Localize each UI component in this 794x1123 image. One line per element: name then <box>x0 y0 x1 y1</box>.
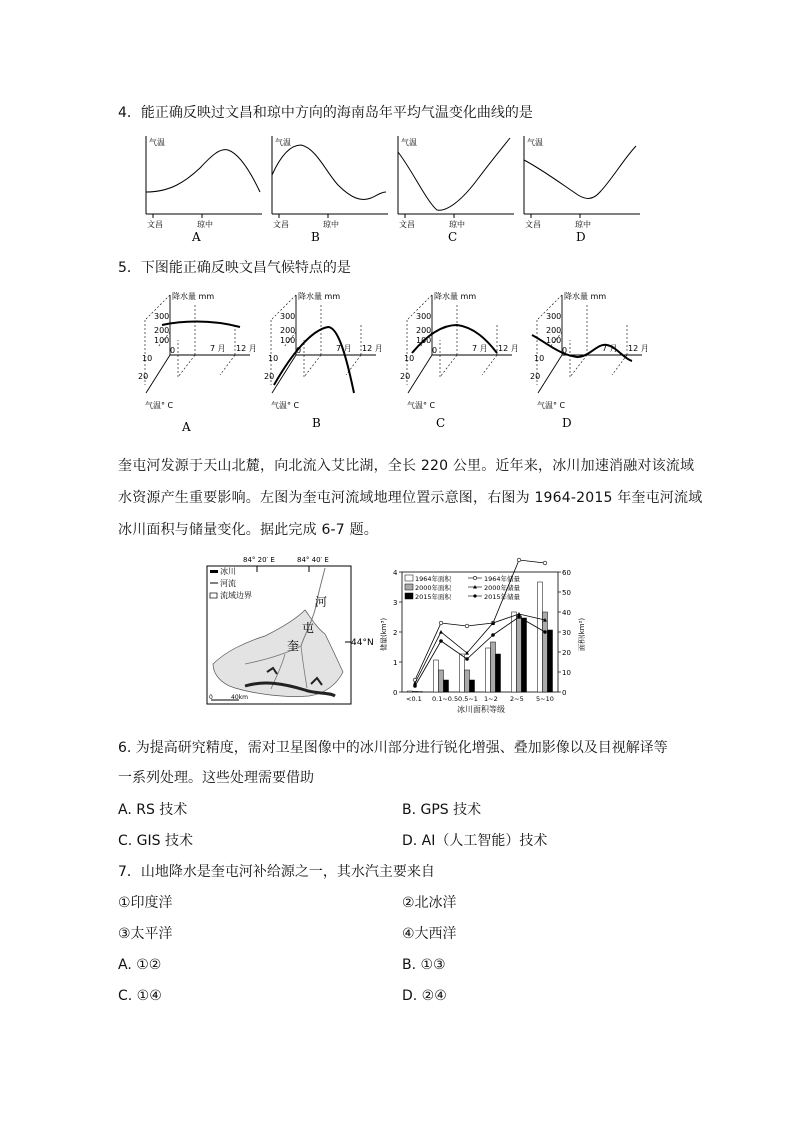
area-bar <box>444 680 449 692</box>
svg-text:10: 10 <box>268 354 279 363</box>
svg-text:300: 300 <box>416 312 432 321</box>
svg-text:气温: 气温 <box>401 138 417 147</box>
storage-point <box>439 621 443 625</box>
area-bar <box>548 630 553 692</box>
svg-text:200: 200 <box>280 326 296 335</box>
legend-label: 1964年面积 <box>415 575 452 583</box>
svg-text:降水量 mm: 降水量 mm <box>172 292 215 301</box>
x-tick-label: 0.5~1 <box>458 695 478 703</box>
svg-text:20: 20 <box>530 372 541 381</box>
q5-graph-a <box>138 291 257 434</box>
svg-text:文昌: 文昌 <box>273 220 289 229</box>
svg-text:100: 100 <box>416 336 432 345</box>
svg-text:0: 0 <box>562 346 568 355</box>
q6-option-a[interactable]: A. RS 技术 <box>118 802 188 818</box>
svg-text:气温° C: 气温° C <box>271 401 300 410</box>
q4-option-b: B <box>311 230 320 244</box>
area-bar <box>491 642 496 692</box>
svg-text:河流: 河流 <box>220 579 236 588</box>
svg-text:降水量 mm: 降水量 mm <box>434 292 477 301</box>
y2-tick-label: 50 <box>562 589 571 597</box>
legend-swatch <box>405 593 413 599</box>
legend-marker <box>473 576 476 579</box>
svg-text:20: 20 <box>264 372 275 381</box>
x-tick-label: 0.1~0.5 <box>432 695 459 703</box>
svg-text:200: 200 <box>154 326 170 335</box>
svg-text:200: 200 <box>416 326 432 335</box>
q4-graph-b <box>272 136 388 244</box>
svg-text:100: 100 <box>546 336 562 345</box>
legend-label: 2015年储量 <box>484 593 521 601</box>
q7-stem: 7．山地降水是奎屯河补给源之一，其水汽主要来自 <box>118 864 435 880</box>
legend-swatch <box>405 584 413 590</box>
svg-text:7 月: 7 月 <box>210 344 226 353</box>
storage-point <box>491 633 495 637</box>
q4-option-c: C <box>448 230 458 244</box>
q4-option-d: D <box>576 230 586 244</box>
storage-point <box>517 558 521 562</box>
passage-line-1: 奎屯河发源于天山北麓，向北流入艾比湖，全长 220 公里。近年来，冰川加速消融对该流域 <box>118 458 695 474</box>
area-bar <box>522 618 527 692</box>
svg-text:200: 200 <box>546 326 562 335</box>
svg-text:琼中: 琼中 <box>575 220 591 229</box>
svg-text:10: 10 <box>534 354 545 363</box>
svg-text:84° 40′ E: 84° 40′ E <box>297 556 329 564</box>
storage-point <box>543 561 547 565</box>
lat-label: 44°N <box>351 638 374 648</box>
svg-text:7 月: 7 月 <box>602 344 618 353</box>
svg-text:流域边界: 流域边界 <box>220 591 252 600</box>
svg-text:7 月: 7 月 <box>336 344 352 353</box>
y-tick-label: 1 <box>393 659 398 667</box>
x-axis-label: 冰川面积等级 <box>457 705 505 714</box>
x-tick-label: <0.1 <box>406 695 422 703</box>
svg-text:12 月: 12 月 <box>498 344 519 353</box>
legend-label: 1964年储量 <box>484 575 521 583</box>
q5-figure <box>140 285 660 435</box>
svg-text:20: 20 <box>400 372 411 381</box>
basin-map <box>205 554 375 706</box>
q4-a-ylabel: 气温 <box>149 138 165 147</box>
q4-figure <box>140 130 660 245</box>
q6-option-d[interactable]: D. AI（人工智能）技术 <box>402 833 548 849</box>
area-bar <box>496 654 501 692</box>
legend-label: 2000年储量 <box>484 584 521 592</box>
legend-label: 2015年面积 <box>415 593 452 601</box>
svg-text:40km: 40km <box>231 694 248 701</box>
glacier-chart <box>380 556 590 716</box>
q4-graph-c <box>398 136 514 244</box>
legend-label: 2000年面积 <box>415 584 452 592</box>
svg-text:文昌: 文昌 <box>147 220 163 229</box>
svg-text:100: 100 <box>154 336 170 345</box>
q5-option-d: D <box>562 416 572 430</box>
storage-point <box>465 624 469 628</box>
y2-tick-label: 0 <box>562 689 567 697</box>
svg-text:气温: 气温 <box>527 138 543 147</box>
svg-text:300: 300 <box>280 312 296 321</box>
y-tick-label: 2 <box>393 629 398 637</box>
q4-option-a: A <box>192 230 201 244</box>
svg-text:10: 10 <box>142 354 153 363</box>
svg-text:12 月: 12 月 <box>236 344 257 353</box>
svg-text:降水量 mm: 降水量 mm <box>298 292 341 301</box>
svg-text:10: 10 <box>404 354 415 363</box>
legend-marker <box>473 594 476 597</box>
area-bar <box>465 670 470 692</box>
q7-option-b[interactable]: B. ①③ <box>402 957 446 973</box>
svg-text:河: 河 <box>315 595 328 609</box>
svg-text:文昌: 文昌 <box>399 220 415 229</box>
area-bar <box>413 691 418 692</box>
svg-text:气温° C: 气温° C <box>407 401 436 410</box>
y-tick-label: 4 <box>393 569 398 577</box>
area-bar <box>470 680 475 692</box>
svg-text:0: 0 <box>170 346 176 355</box>
y2-axis-label: 面积(km²) <box>578 617 586 651</box>
q4-stem: 4．能正确反映过文昌和琼中方向的海南岛年平均气温变化曲线的是 <box>118 105 533 121</box>
q5-stem: 5．下图能正确反映文昌气候特点的是 <box>118 260 351 276</box>
y2-tick-label: 60 <box>562 569 571 577</box>
q4-graph-d <box>524 136 640 244</box>
legend-swatch <box>405 575 413 581</box>
svg-text:屯: 屯 <box>302 621 315 635</box>
x-tick-label: 1~2 <box>484 695 498 703</box>
svg-text:100: 100 <box>280 336 296 345</box>
svg-text:文昌: 文昌 <box>525 220 541 229</box>
y-tick-label: 0 <box>393 689 398 697</box>
q7-item-2: ②北冰洋 <box>402 895 457 911</box>
y2-tick-label: 20 <box>562 649 571 657</box>
q5-graph-b <box>264 291 383 430</box>
area-bar <box>538 582 543 692</box>
svg-text:0: 0 <box>296 346 302 355</box>
area-bar <box>460 654 465 692</box>
svg-text:0: 0 <box>209 694 213 701</box>
q4-graph-a <box>146 136 262 244</box>
svg-text:降水量 mm: 降水量 mm <box>564 292 607 301</box>
passage-line-2: 水资源产生重要影响。左图为奎屯河流域地理位置示意图，右图为 1964-2015 年奎屯河流域 <box>118 490 703 506</box>
y2-tick-label: 40 <box>562 609 571 617</box>
q6-option-b[interactable]: B. GPS 技术 <box>402 802 482 818</box>
svg-text:气温: 气温 <box>275 138 291 147</box>
q6-option-c[interactable]: C. GIS 技术 <box>118 833 193 849</box>
y2-tick-label: 10 <box>562 669 571 677</box>
svg-text:气温° C: 气温° C <box>145 401 174 410</box>
svg-text:300: 300 <box>546 312 562 321</box>
x-tick-label: 5~10 <box>536 695 554 703</box>
svg-text:12 月: 12 月 <box>628 344 649 353</box>
svg-text:琼中: 琼中 <box>449 220 465 229</box>
area-bar <box>408 691 413 692</box>
svg-text:0: 0 <box>432 346 438 355</box>
q7-item-1: ①印度洋 <box>118 895 173 911</box>
svg-text:84° 20′ E: 84° 20′ E <box>243 556 275 564</box>
storage-point <box>517 615 521 619</box>
svg-text:冰川: 冰川 <box>220 567 236 576</box>
svg-text:7 月: 7 月 <box>472 344 488 353</box>
storage-point <box>439 639 443 643</box>
q7-option-a[interactable]: A. ①② <box>118 957 162 973</box>
y-tick-label: 3 <box>393 599 398 607</box>
area-bar <box>439 670 444 692</box>
svg-text:300: 300 <box>154 312 170 321</box>
storage-point <box>413 684 417 688</box>
storage-point <box>465 657 469 661</box>
area-bar <box>543 612 548 692</box>
svg-text:气温° C: 气温° C <box>537 401 566 410</box>
q5-option-b: B <box>312 416 321 430</box>
x-tick-label: 2~5 <box>510 695 524 703</box>
q5-option-a: A <box>182 420 191 434</box>
svg-text:奎: 奎 <box>287 639 300 653</box>
y-axis-label: 储量(km³) <box>380 617 388 651</box>
passage-line-3: 冰川面积与储量变化。据此完成 6-7 题。 <box>118 522 378 538</box>
q5-option-c: C <box>436 416 446 430</box>
area-bar <box>517 616 522 692</box>
q7-item-4: ④大西洋 <box>402 926 457 942</box>
svg-text:琼中: 琼中 <box>197 220 213 229</box>
q5-graph-c <box>400 291 519 430</box>
area-bar <box>434 660 439 692</box>
q7-option-c[interactable]: C. ①④ <box>118 988 162 1004</box>
svg-text:12 月: 12 月 <box>362 344 383 353</box>
area-bar <box>486 648 491 692</box>
svg-text:琼中: 琼中 <box>323 220 339 229</box>
area-bar <box>512 612 517 692</box>
storage-point <box>543 630 547 634</box>
q7-option-d[interactable]: D. ②④ <box>402 988 447 1004</box>
y2-tick-label: 30 <box>562 629 571 637</box>
q7-item-3: ③太平洋 <box>118 926 173 942</box>
q5-graph-d <box>530 291 649 430</box>
q6-stem-2: 一系列处理。这些处理需要借助 <box>118 770 314 786</box>
q6-stem-1: 6. 为提高研究精度，需对卫星图像中的冰川部分进行锐化增强、叠加影像以及目视解译等 <box>118 740 668 756</box>
svg-text:20: 20 <box>138 372 149 381</box>
